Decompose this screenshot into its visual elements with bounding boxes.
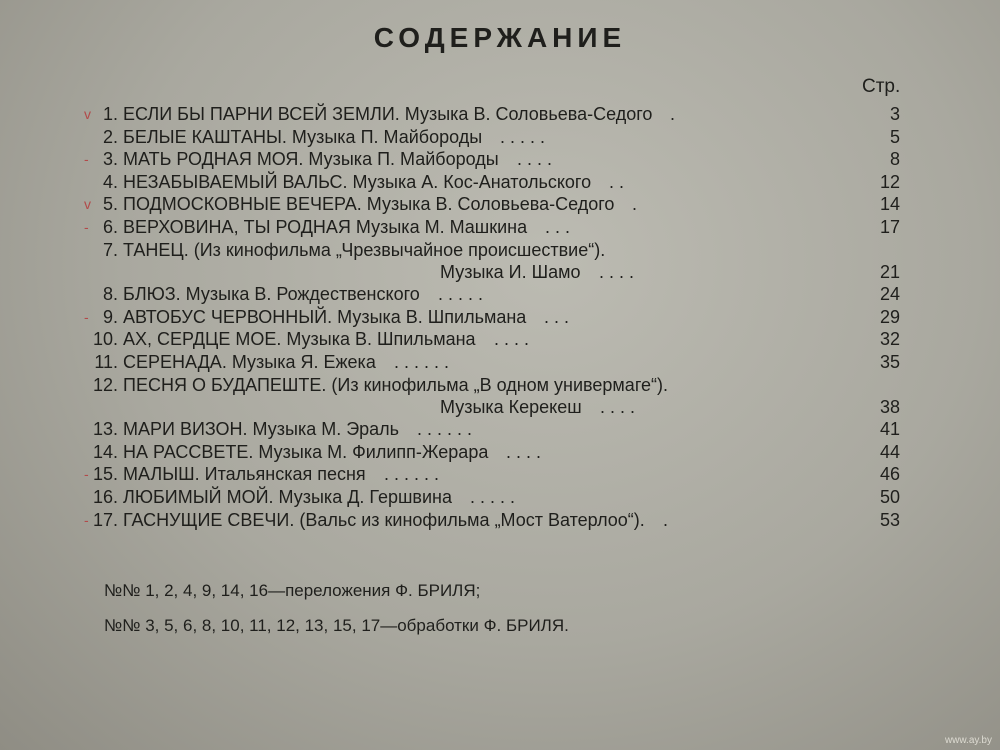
toc-entry-page: 41: [879, 419, 900, 440]
toc-entry-number: 5.: [102, 194, 118, 215]
pencil-mark: v: [84, 196, 91, 213]
toc-entry-number: 13.: [92, 419, 118, 440]
toc-entry-title: ЕСЛИ БЫ ПАРНИ ВСЕЙ ЗЕМЛИ. Музыка В. Соловьева-Седого: [123, 104, 653, 124]
toc-entry: [0, 419, 1000, 442]
toc-entry: [0, 487, 1000, 510]
toc-leader-dots: . . . .: [599, 262, 635, 283]
toc-entry-page: 29: [879, 306, 900, 327]
toc-leader-dots: .: [663, 509, 669, 530]
toc-entry-page: 35: [879, 351, 900, 372]
toc-entry-page: 44: [879, 441, 900, 462]
toc-entry-number: 1.: [102, 104, 118, 124]
toc-entry: [0, 194, 1000, 217]
toc-entry-number: 14.: [92, 441, 118, 462]
toc-entry: [0, 352, 1000, 375]
toc-leader-dots: . . . .: [494, 329, 530, 350]
pencil-mark: v: [84, 106, 91, 122]
toc-entry-number: 10.: [92, 329, 118, 350]
toc-leader-dots: . . .: [544, 306, 570, 327]
toc-entry-number: 11.: [94, 351, 118, 372]
pencil-mark: -: [84, 466, 89, 483]
footnote-adaptations: №№ 3, 5, 6, 8, 10, 11, 12, 13, 15, 17—обработки Ф. БРИЛЯ.: [104, 616, 569, 635]
toc-leader-dots: . . . .: [517, 149, 553, 170]
toc-leader-dots: .: [632, 194, 638, 215]
toc-entry: [0, 127, 1000, 150]
toc-entry-page: 21: [879, 262, 900, 283]
toc-entry-page: 17: [879, 216, 900, 237]
toc-entry: [0, 217, 1000, 240]
toc-entry: [0, 284, 1000, 307]
toc-entry-title: ПЕСНЯ О БУДАПЕШТЕ. (Из кинофильма „В одном универмаге“).: [123, 374, 668, 395]
toc-entry-page: 38: [879, 397, 900, 418]
toc-entry-title: ТАНЕЦ. (Из кинофильма „Чрезвычайное происшествие“).: [123, 239, 606, 260]
toc-entry-number: 15.: [92, 464, 118, 485]
toc-entry: [0, 329, 1000, 352]
toc-entry-page: 32: [879, 329, 900, 350]
toc-entry-page: 50: [879, 486, 900, 507]
toc-entry-title: НА РАССВЕТЕ. Музыка М. Филипп-Жерара: [123, 441, 489, 462]
toc-entry-title: НЕЗАБЫВАЕМЫЙ ВАЛЬС. Музыка А. Кос-Анатольского: [123, 171, 592, 192]
page-column-header: Стр.: [862, 76, 901, 97]
toc-entry-title: Музыка Керекеш: [440, 397, 582, 418]
toc-entry-page: 53: [879, 509, 900, 530]
toc-entry-number: 16.: [92, 486, 118, 507]
toc-entry-title: БЕЛЫЕ КАШТАНЫ. Музыка П. Майбороды: [123, 126, 483, 147]
page-title: СОДЕРЖАНИЕ: [373, 22, 627, 53]
toc-leader-dots: . . . . . .: [417, 419, 473, 440]
toc-entry-number: 7.: [102, 239, 118, 260]
toc-leader-dots: . . . . .: [470, 486, 516, 507]
toc-entry: [0, 464, 1000, 487]
toc-leader-dots: . . . . . .: [384, 464, 440, 485]
toc-entry: [0, 397, 1000, 419]
toc-entry-title: Музыка И. Шамо: [440, 262, 581, 283]
toc-leader-dots: . . .: [545, 216, 571, 237]
toc-entry-page: 5: [889, 126, 900, 147]
footnotes: [104, 581, 569, 651]
toc-entry-page: 3: [889, 104, 900, 124]
toc-entry-title: ГАСНУЩИЕ СВЕЧИ. (Вальс из кинофильма „Мост Ватерлоо“).: [123, 509, 645, 530]
toc-entry-title: ВЕРХОВИНА, ТЫ РОДНАЯ Музыка М. Машкина: [123, 216, 528, 237]
toc-entry-number: 8.: [102, 284, 118, 305]
toc-entry-title: ЛЮБИМЫЙ МОЙ. Музыка Д. Гершвина: [123, 486, 452, 507]
toc-leader-dots: . . . .: [600, 397, 636, 418]
toc-entry-title: БЛЮЗ. Музыка В. Рождественского: [123, 284, 420, 305]
toc-entry-page: 24: [879, 284, 900, 305]
toc-entry: [0, 149, 1000, 172]
pencil-mark: -: [84, 308, 89, 325]
pencil-mark: -: [84, 511, 89, 528]
toc-entry: [0, 510, 1000, 533]
toc-entry-title: МАТЬ РОДНАЯ МОЯ. Музыка П. Майбороды: [123, 149, 499, 170]
toc-entry-number: 3.: [102, 149, 118, 170]
toc-entry-title: ПОДМОСКОВНЫЕ ВЕЧЕРА. Музыка В. Соловьева-Седого: [123, 194, 615, 215]
toc-entry-page: 46: [879, 464, 900, 485]
toc-entry: [0, 104, 1000, 127]
toc-entry: [0, 172, 1000, 195]
toc-entry: [0, 262, 1000, 284]
toc-entry-number: 17.: [92, 509, 118, 530]
toc-entry-page: 12: [879, 171, 900, 192]
toc-entry: [0, 307, 1000, 330]
footnote-arrangements: №№ 1, 2, 4, 9, 14, 16—переложения Ф. БРИЛЯ;: [104, 581, 481, 600]
pencil-mark: -: [84, 151, 89, 168]
toc-leader-dots: . . . .: [506, 441, 542, 462]
toc-entry-number: 9.: [102, 306, 118, 327]
pencil-mark: -: [84, 218, 89, 235]
toc-entry: [0, 442, 1000, 465]
toc-entry-title: МАРИ ВИЗОН. Музыка М. Эраль: [123, 419, 400, 440]
toc-entry: [0, 375, 1000, 398]
watermark: www.ay.by: [944, 735, 992, 746]
toc-leader-dots: . . . . .: [438, 284, 484, 305]
toc-entry-number: 6.: [102, 216, 118, 237]
toc-leader-dots: . .: [609, 171, 625, 192]
toc-leader-dots: . . . . .: [500, 126, 546, 147]
toc-entry-number: 12.: [92, 374, 118, 395]
toc-leader-dots: .: [670, 104, 676, 124]
toc-entry-number: 2.: [102, 126, 118, 147]
toc-entry-page: 14: [879, 194, 900, 215]
table-of-contents: [0, 104, 1000, 532]
toc-leader-dots: . . . . . .: [394, 351, 450, 372]
toc-entry-title: АХ, СЕРДЦЕ МОЕ. Музыка В. Шпильмана: [123, 329, 476, 350]
toc-entry-title: АВТОБУС ЧЕРВОННЫЙ. Музыка В. Шпильмана: [123, 306, 527, 327]
toc-entry-number: 4.: [102, 171, 118, 192]
toc-entry-title: МАЛЫШ. Итальянская песня: [123, 464, 366, 485]
toc-entry-title: СЕРЕНАДА. Музыка Я. Ежека: [123, 351, 376, 372]
toc-entry: [0, 240, 1000, 263]
toc-entry-page: 8: [889, 149, 900, 170]
